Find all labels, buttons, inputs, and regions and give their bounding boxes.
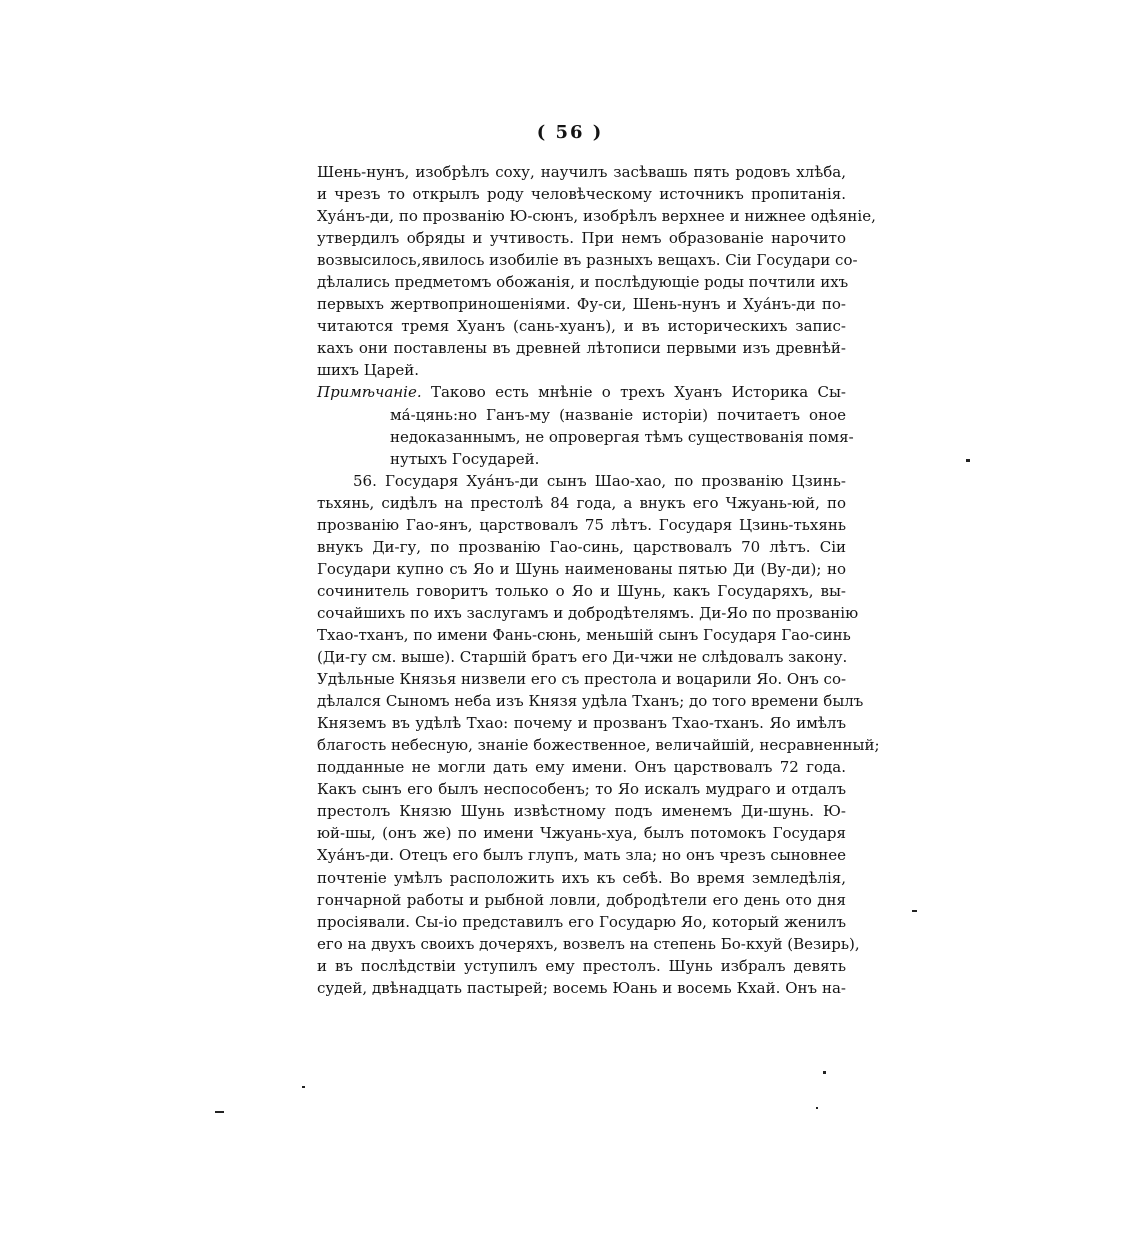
note-line: нутыхъ Государей. <box>390 449 540 468</box>
text-line: читаются тремя Хуанъ (сань-хуанъ), и въ историческихъ запис- <box>317 317 846 336</box>
paragraph-line: судей, двѣнадцать пастырей; восемь Юань и восемь Кхай. Онъ на- <box>317 978 846 997</box>
text-line: кахъ они поставлены въ древней лѣтописи первыми изъ древнѣй- <box>317 339 846 358</box>
text-line: утвердилъ обряды и учтивость. При немъ образованіе нарочито <box>317 229 846 248</box>
body-text <box>317 161 880 999</box>
note-text: Таково есть мнѣніе о трехъ Хуанъ Историка Сы- <box>430 383 846 402</box>
paragraph-line: юй-шы, (онъ же) по имени Чжуань-хуа, былъ потомокъ Государя <box>317 824 846 843</box>
paragraph-line: сочинитель говоритъ только о Яо и Шунь, какъ Государяхъ, вы- <box>317 581 846 600</box>
text-line: первыхъ жертвоприношеніями. Фу-си, Шень-нунъ и Хуа́нъ-ди по- <box>317 295 846 314</box>
paragraph-line: Княземъ въ удѣлѣ Тхао: почему и прозванъ Тхао-тханъ. Яо имѣлъ <box>317 714 846 733</box>
page-number: ( 56 ) <box>536 122 604 143</box>
paragraph-line: его на двухъ своихъ дочеряхъ, возвелъ на степень Бо-кхуй (Везирь), <box>317 934 860 953</box>
scan-speck <box>823 1071 826 1074</box>
note-line: недоказаннымъ, не опровергая тѣмъ существованія помя- <box>390 427 854 446</box>
paragraph-line: тьхянь, сидѣлъ на престолѣ 84 года, а внукъ его Чжуань-юй, по <box>317 493 846 512</box>
text-line: Шень-нунъ, изобрѣлъ соху, научилъ засѣвашь пять родовъ хлѣба, <box>317 163 846 181</box>
paragraph-line: сочайшихъ по ихъ заслугамъ и добродѣтелямъ. Ди-Яо по прозванію <box>317 603 859 622</box>
note-label: Примѣчаніе. <box>317 383 422 402</box>
paragraph-line: (Ди-гу см. выше). Старшій братъ его Ди-чжи не слѣдовалъ закону. <box>317 648 848 667</box>
scan-speck <box>966 459 970 462</box>
paragraph-line: благость небесную, знаніе божественное, величайшій, несравненный; <box>317 736 880 755</box>
scan-speck <box>215 1111 224 1113</box>
note-first-line <box>317 381 846 403</box>
note-line: ма́-цянь:но Ганъ-му (названіе исторіи) почитаетъ оное <box>390 405 846 424</box>
scan-speck <box>912 910 917 912</box>
scan-speck <box>302 1086 305 1088</box>
text-line: и чрезъ то открылъ роду человѣческому источникъ пропитанія. <box>317 185 846 204</box>
scan-speck <box>816 1107 818 1109</box>
paragraph-line: 56. Государя Хуа́нъ-ди сынъ Шао-хао, по прозванію Цзинь- <box>353 471 846 490</box>
paragraph-line: подданные не могли дать ему имени. Онъ царствовалъ 72 года. <box>317 758 846 777</box>
text-line: возвысилось,явилось изобиліе въ разныхъ вещахъ. Сіи Государи со- <box>317 251 858 270</box>
paragraph-line: Хуа́нъ-ди. Отецъ его былъ глупъ, мать зла; но онъ чрезъ сыновнее <box>317 846 846 865</box>
paragraph-line: гончарной работы и рыбной ловли, добродѣтели его день ото дня <box>317 890 846 909</box>
paragraph-line: и въ послѣдствіи уступилъ ему престолъ. Шунь избралъ девять <box>317 956 846 975</box>
paragraph-line: внукъ Ди-гу, по прозванію Гао-синь, царствовалъ 70 лѣтъ. Сіи <box>317 537 846 556</box>
paragraph-line: прозванію Гао-янъ, царствовалъ 75 лѣтъ. Государя Цзинь-тьхянь <box>317 515 846 534</box>
paragraph-line: Удѣльные Князья низвели его съ престола и воцарили Яо. Онъ со- <box>317 670 847 689</box>
text-line: Хуа́нъ-ди, по прозванію Ю-сюнъ, изобрѣлъ верхнее и нижнее одѣяніе, <box>317 207 876 226</box>
text-line: шихъ Царей. <box>317 361 419 380</box>
paragraph-line: Тхао-тханъ, по имени Фань-сюнь, меньшій сынъ Государя Гао-синь <box>317 625 851 644</box>
paragraph-line: просіявали. Сы-іо представилъ его Государю Яо, который женилъ <box>317 912 846 931</box>
text-line: дѣлались предметомъ обожанія, и послѣдующіе роды почтили ихъ <box>317 273 849 292</box>
paragraph-line: Какъ сынъ его былъ неспособенъ; то Яо искалъ мудраго и отдалъ <box>317 780 846 799</box>
paragraph-line: престолъ Князю Шунь извѣстному подъ именемъ Ди-шунь. Ю- <box>317 802 846 821</box>
paragraph-line: Государи купно съ Яо и Шунь наименованы пятью Ди (Ву-ди); но <box>317 559 846 578</box>
paragraph-line: дѣлался Сыномъ неба изъ Князя удѣла Тханъ; до того времени былъ <box>317 692 864 711</box>
paragraph-line: почтеніе умѣлъ расположить ихъ къ себѣ. Во время земледѣлія, <box>317 868 846 887</box>
